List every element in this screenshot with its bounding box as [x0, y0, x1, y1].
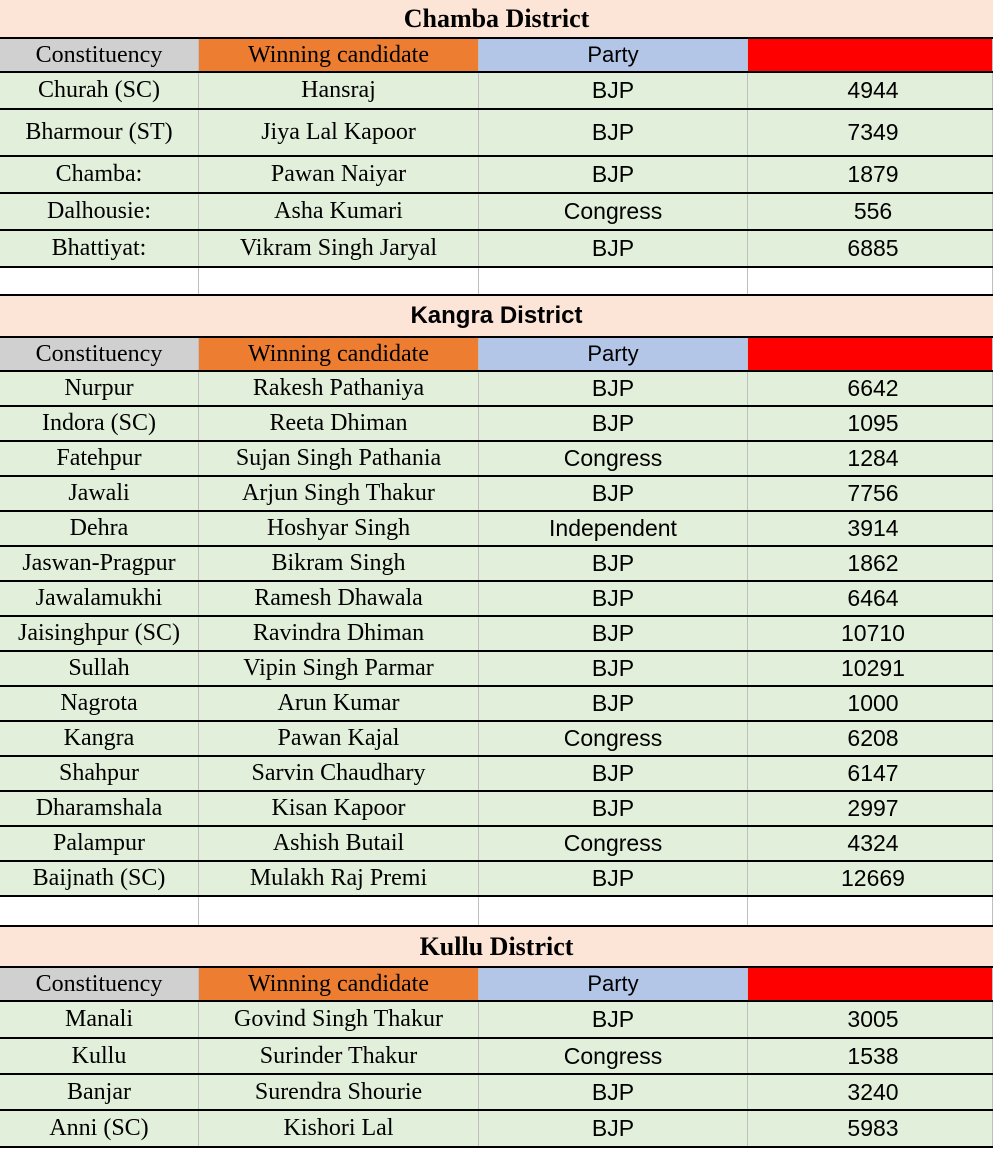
cell-margin[interactable]: 4324 [748, 827, 993, 860]
empty-cell[interactable] [0, 897, 199, 925]
table-row [0, 407, 993, 442]
cell-constituency[interactable]: Manali [0, 1002, 199, 1037]
cell-party[interactable]: Congress [479, 1039, 748, 1073]
cell-party[interactable]: BJP [479, 617, 748, 650]
cell-constituency[interactable]: Shahpur [0, 757, 199, 790]
cell-candidate[interactable]: Bikram Singh [199, 547, 479, 580]
cell-margin[interactable]: 7349 [748, 110, 993, 155]
table-row [0, 372, 993, 407]
cell-margin[interactable]: 6208 [748, 722, 993, 755]
cell-party[interactable]: BJP [479, 110, 748, 155]
cell-candidate[interactable]: Jiya Lal Kapoor [199, 110, 479, 155]
cell-constituency[interactable]: Bhattiyat: [0, 231, 199, 266]
table-row [0, 73, 993, 110]
cell-candidate[interactable]: Surendra Shourie [199, 1075, 479, 1109]
cell-party[interactable]: Congress [479, 442, 748, 475]
cell-party[interactable]: Congress [479, 722, 748, 755]
cell-constituency[interactable]: Sullah [0, 652, 199, 685]
table-row [0, 792, 993, 827]
header-party[interactable]: Party [479, 338, 748, 370]
header-party[interactable]: Party [479, 968, 748, 1000]
cell-party[interactable]: Congress [479, 194, 748, 229]
cell-constituency[interactable]: Kullu [0, 1039, 199, 1073]
district-title: Kangra District [0, 296, 993, 336]
cell-candidate[interactable]: Sarvin Chaudhary [199, 757, 479, 790]
cell-margin[interactable]: 1095 [748, 407, 993, 440]
table-row [0, 512, 993, 547]
table-row [0, 157, 993, 194]
cell-candidate[interactable]: Kishori Lal [199, 1111, 479, 1146]
cell-constituency[interactable]: Dehra [0, 512, 199, 545]
cell-candidate[interactable]: Arjun Singh Thakur [199, 477, 479, 510]
table-row [0, 547, 993, 582]
cell-margin[interactable]: 1862 [748, 547, 993, 580]
table-row [0, 722, 993, 757]
cell-candidate[interactable]: Surinder Thakur [199, 1039, 479, 1073]
cell-candidate[interactable]: Vikram Singh Jaryal [199, 231, 479, 266]
cell-constituency[interactable]: Baijnath (SC) [0, 862, 199, 895]
cell-margin[interactable]: 3005 [748, 1002, 993, 1037]
cell-constituency[interactable]: Chamba: [0, 157, 199, 192]
cell-candidate[interactable]: Ashish Butail [199, 827, 479, 860]
cell-candidate[interactable]: Govind Singh Thakur [199, 1002, 479, 1037]
empty-cell[interactable] [479, 268, 748, 294]
empty-cell[interactable] [748, 897, 993, 925]
cell-party[interactable]: BJP [479, 547, 748, 580]
header-candidate[interactable]: Winning candidate [199, 338, 479, 370]
table-row [0, 231, 993, 268]
cell-party[interactable]: BJP [479, 73, 748, 108]
cell-constituency[interactable]: Dalhousie: [0, 194, 199, 229]
table-row [0, 1039, 993, 1075]
cell-party[interactable]: BJP [479, 1002, 748, 1037]
cell-constituency[interactable]: Kangra [0, 722, 199, 755]
cell-margin[interactable]: 7756 [748, 477, 993, 510]
cell-margin[interactable]: 5983 [748, 1111, 993, 1146]
empty-cell[interactable] [199, 897, 479, 925]
table-row [0, 110, 993, 157]
cell-constituency[interactable]: Dharamshala [0, 792, 199, 825]
cell-constituency[interactable]: Fatehpur [0, 442, 199, 475]
header-constituency[interactable]: Constituency [0, 968, 199, 1000]
cell-party[interactable]: BJP [479, 372, 748, 405]
cell-constituency[interactable]: Churah (SC) [0, 73, 199, 108]
cell-margin[interactable]: 6642 [748, 372, 993, 405]
cell-constituency[interactable]: Bharmour (ST) [0, 110, 199, 155]
cell-margin[interactable]: 6147 [748, 757, 993, 790]
cell-candidate[interactable]: Mulakh Raj Premi [199, 862, 479, 895]
header-party[interactable]: Party [479, 39, 748, 71]
cell-candidate[interactable]: Pawan Naiyar [199, 157, 479, 192]
empty-row [0, 897, 993, 927]
header-row [0, 336, 993, 372]
cell-candidate[interactable]: Rakesh Pathaniya [199, 372, 479, 405]
cell-party[interactable]: Independent [479, 512, 748, 545]
empty-cell[interactable] [0, 268, 199, 294]
header-constituency[interactable]: Constituency [0, 39, 199, 71]
header-margin[interactable] [748, 39, 993, 71]
cell-margin[interactable]: 3240 [748, 1075, 993, 1109]
header-row [0, 37, 993, 73]
table-row [0, 194, 993, 231]
empty-cell[interactable] [748, 268, 993, 294]
table-row [0, 1002, 993, 1039]
cell-margin[interactable]: 1538 [748, 1039, 993, 1073]
table-row [0, 827, 993, 862]
district-title: Kullu District [0, 927, 993, 966]
district-title: Chamba District [0, 0, 993, 37]
cell-margin[interactable]: 12669 [748, 862, 993, 895]
cell-party[interactable]: BJP [479, 231, 748, 266]
table-row [0, 687, 993, 722]
cell-constituency[interactable]: Jaswan-Pragpur [0, 547, 199, 580]
cell-margin[interactable]: 4944 [748, 73, 993, 108]
cell-candidate[interactable]: Hansraj [199, 73, 479, 108]
header-candidate[interactable]: Winning candidate [199, 968, 479, 1000]
cell-party[interactable]: BJP [479, 687, 748, 720]
cell-party[interactable]: BJP [479, 157, 748, 192]
table-row [0, 862, 993, 897]
cell-margin[interactable]: 10710 [748, 617, 993, 650]
cell-party[interactable]: BJP [479, 862, 748, 895]
cell-party[interactable]: BJP [479, 792, 748, 825]
cell-margin[interactable]: 1000 [748, 687, 993, 720]
cell-constituency[interactable]: Jaisinghpur (SC) [0, 617, 199, 650]
header-constituency[interactable]: Constituency [0, 338, 199, 370]
table-row [0, 1111, 993, 1148]
header-candidate[interactable]: Winning candidate [199, 39, 479, 71]
cell-candidate[interactable]: Reeta Dhiman [199, 407, 479, 440]
cell-margin[interactable]: 6885 [748, 231, 993, 266]
table-row [0, 652, 993, 687]
cell-candidate[interactable]: Ramesh Dhawala [199, 582, 479, 615]
cell-constituency[interactable]: Palampur [0, 827, 199, 860]
empty-cell[interactable] [479, 897, 748, 925]
cell-candidate[interactable]: Asha Kumari [199, 194, 479, 229]
cell-margin[interactable]: 556 [748, 194, 993, 229]
cell-party[interactable]: BJP [479, 582, 748, 615]
cell-constituency[interactable]: Indora (SC) [0, 407, 199, 440]
cell-candidate[interactable]: Pawan Kajal [199, 722, 479, 755]
cell-candidate[interactable]: Arun Kumar [199, 687, 479, 720]
cell-party[interactable]: BJP [479, 407, 748, 440]
table-row [0, 442, 993, 477]
cell-candidate[interactable]: Hoshyar Singh [199, 512, 479, 545]
cell-candidate[interactable]: Sujan Singh Pathania [199, 442, 479, 475]
table-row [0, 617, 993, 652]
cell-party[interactable]: BJP [479, 757, 748, 790]
cell-constituency[interactable]: Anni (SC) [0, 1111, 199, 1146]
cell-margin[interactable]: 1284 [748, 442, 993, 475]
table-row [0, 1075, 993, 1111]
cell-candidate[interactable]: Kisan Kapoor [199, 792, 479, 825]
header-margin[interactable] [748, 968, 993, 1000]
cell-margin[interactable]: 2997 [748, 792, 993, 825]
table-row [0, 582, 993, 617]
cell-constituency[interactable]: Nagrota [0, 687, 199, 720]
empty-row [0, 268, 993, 296]
cell-party[interactable]: BJP [479, 1111, 748, 1146]
cell-constituency[interactable]: Nurpur [0, 372, 199, 405]
cell-party[interactable]: BJP [479, 477, 748, 510]
cell-party[interactable]: Congress [479, 827, 748, 860]
cell-constituency[interactable]: Jawali [0, 477, 199, 510]
table-row [0, 477, 993, 512]
table-row [0, 757, 993, 792]
header-margin[interactable] [748, 338, 993, 370]
cell-margin[interactable]: 6464 [748, 582, 993, 615]
cell-constituency[interactable]: Jawalamukhi [0, 582, 199, 615]
cell-candidate[interactable]: Ravindra Dhiman [199, 617, 479, 650]
header-row [0, 966, 993, 1002]
cell-margin[interactable]: 3914 [748, 512, 993, 545]
cell-margin[interactable]: 1879 [748, 157, 993, 192]
cell-constituency[interactable]: Banjar [0, 1075, 199, 1109]
cell-party[interactable]: BJP [479, 652, 748, 685]
cell-candidate[interactable]: Vipin Singh Parmar [199, 652, 479, 685]
empty-cell[interactable] [199, 268, 479, 294]
cell-party[interactable]: BJP [479, 1075, 748, 1109]
cell-margin[interactable]: 10291 [748, 652, 993, 685]
